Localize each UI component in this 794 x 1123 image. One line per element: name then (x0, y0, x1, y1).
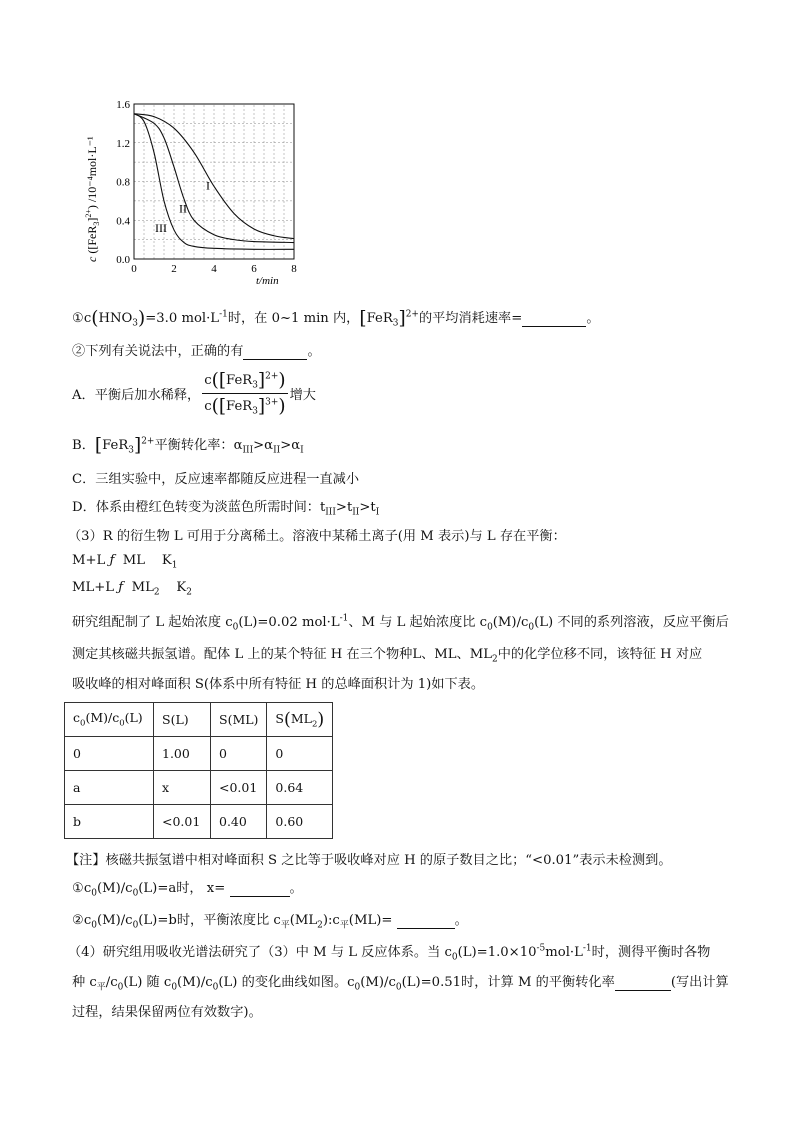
table-cell: 0.64 (267, 771, 333, 805)
y-axis-label-prefix: c (85, 256, 99, 262)
answer-blank-q1[interactable] (522, 311, 586, 327)
option-a-fraction: $\frac{c([FeR_3]^{2+})}{c([FeR_3]^{3+})}$ (204, 370, 286, 417)
table-row (65, 771, 333, 805)
answer-blank-q4[interactable] (615, 975, 671, 991)
concentration-time-chart (60, 92, 320, 292)
y-tick-label: 0.0 (116, 254, 130, 266)
table-cell: 0 (65, 737, 154, 771)
table-note: 【注】核磁共振氢谱中相对峰面积 S 之比等于吸收峰对应 H 的原子数目之比；“<0.01”表示未检测到。 (66, 853, 672, 868)
y-tick-label: 0.4 (116, 215, 130, 228)
nmr-peak-area-table (64, 702, 333, 839)
equilibrium-2: ML+L ƒ $ML_2$ $K_2$ (72, 580, 192, 598)
question-3-paragraph-line-2: 测定其核磁共振氢谱。配体 L 上的某个特征 H 在三个物种L、ML、$ML_2$中的化学位移不同，该特征 H 对应 (72, 647, 703, 665)
option-d: D．体系由橙红色转变为淡蓝色所需时间：$t_{III}>t_{II}>t_I$ (72, 500, 380, 518)
table-cell: 0.60 (267, 805, 333, 839)
answer-blank-q3-2[interactable] (397, 913, 455, 929)
answer-blank-q2[interactable] (243, 344, 307, 360)
table-cell: 0.40 (211, 805, 267, 839)
answer-blank-q3-1[interactable] (230, 881, 290, 897)
circled-number-1: ① (72, 311, 84, 326)
x-tick-label: 4 (211, 263, 217, 275)
table-header-cell: $S(ML_2)$ (267, 703, 333, 737)
question-3-paragraph-line-1: 研究组配制了 L 起始浓度 $c_0(L)=0.02$ $mol\cdot L^{-1}$、M 与 L 起始浓度比 $c_0(M)/c_0(L)$ 不同的系列溶液，反应平衡后 (72, 613, 729, 633)
table-header-cell: S(ML) (211, 703, 267, 737)
y-axis-label (84, 136, 101, 262)
x-tick-label: 0 (131, 263, 137, 275)
question-4-line-1: （4）研究组用吸收光谱法研究了（3）中 M 与 L 反应体系。当 $c_0(L)=1.0\times 10^{-5}mol\cdot L^{-1}$时，测得平衡时各物 (68, 943, 711, 963)
question-4-line-2: 种 $c_平/c_0(L)$ 随 $c_0(M)/c_0(L)$ 的变化曲线如图。$c_0(M)/c_0(L)=0.51$时，计算 M 的平衡转化率 (写出计算 (72, 975, 729, 993)
table-cell: b (65, 805, 154, 839)
circled-number-2: ② (72, 344, 86, 359)
x-axis-label: t/min (256, 275, 279, 287)
y-axis-label-species: FeR (85, 225, 99, 246)
y-tick-label: 1.2 (116, 137, 130, 150)
x-tick-label: 6 (251, 263, 257, 275)
question-1: $①c(HNO_3)=3.0$ $mol\cdot L^{-1}$时，在 0~1 min 内，$[FeR_3]^{2+}$的平均消耗速率= 。 (72, 308, 600, 329)
y-axis-label-sub: 3 (92, 221, 101, 226)
question-3-intro: （3）R 的衍生物 L 可用于分离稀土。溶液中某稀土离子(用 M 表示)与 L 存在平衡： (68, 529, 566, 544)
question-2: ②下列有关说法中，正确的有 。 (72, 344, 321, 359)
question-4-line-3: 过程，结果保留两位有效数字)。 (72, 1005, 262, 1020)
table-cell: <0.01 (154, 805, 211, 839)
table-cell: <0.01 (211, 771, 267, 805)
equilibrium-1: M+L ƒ ML $K_1$ (72, 553, 178, 571)
option-c: C．三组实验中，反应速率都随反应进程一直减小 (72, 472, 360, 487)
option-a: A．平衡后加水稀释， $\frac{c([FeR_3]^{2+})}{c([FeR_3]^{3+})}$ 增大 (72, 370, 316, 417)
curve-label-III: III (155, 220, 167, 235)
table-cell: 1.00 (154, 737, 211, 771)
table-header-cell: $c_0(M)/c_0(L)$ (65, 703, 154, 737)
question-3-paragraph-line-3: 吸收峰的相对峰面积 S(体系中所有特征 H 的总峰面积计为 1)如下表。 (72, 677, 485, 692)
curve-label-I: I (206, 178, 210, 193)
option-b: B．$[FeR_3]^{2+}$平衡转化率：$\alpha_{III}>\alpha_{II}>\alpha_I$ (72, 435, 304, 456)
x-tick-label: 2 (171, 263, 177, 275)
y-axis-label-unit: /10⁻⁴mol·L⁻¹ (85, 136, 99, 203)
question-3-2: $②c_0(M)/c_0(L)=b$时，平衡浓度比 $c_平(ML_2):c_平(ML)=$ 。 (72, 913, 468, 931)
question-3-1: $①c_0(M)/c_0(L)=a$时， x= 。 (72, 881, 303, 899)
table-row (65, 805, 333, 839)
curve-label-II: II (179, 201, 187, 216)
table-header-row (65, 703, 333, 737)
table-cell: 0 (267, 737, 333, 771)
table-cell: 0 (211, 737, 267, 771)
y-tick-label: 0.8 (116, 176, 130, 189)
svg-text:c ([FeR3]2+) /10⁻⁴: c $([FeR_3]^{2+})$ /10⁻⁴mol·L⁻¹ (84, 136, 101, 262)
y-tick-label: 1.6 (116, 99, 130, 111)
curve-labels (155, 178, 210, 235)
table-header-cell: S(L) (154, 703, 211, 737)
y-axis-label-charge: 2+ (84, 209, 93, 218)
table-cell: x (154, 771, 211, 805)
table-cell: a (65, 771, 154, 805)
table-row (65, 737, 333, 771)
x-tick-label: 8 (291, 263, 297, 275)
